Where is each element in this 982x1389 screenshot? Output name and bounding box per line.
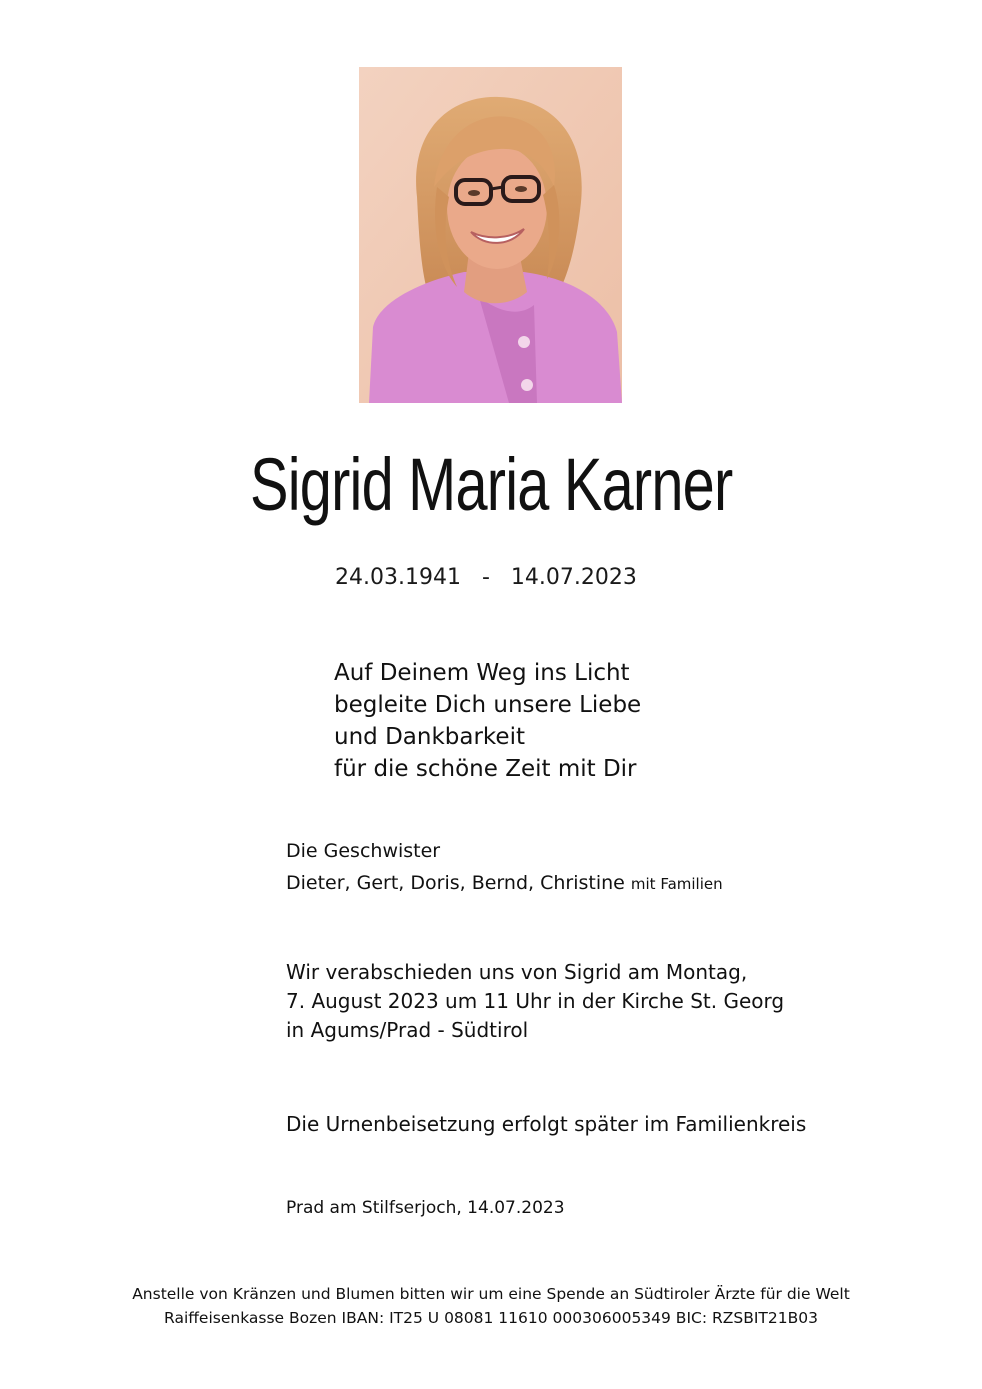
mourners-suffix: mit Familien [630, 875, 723, 893]
portrait-photo [359, 67, 622, 403]
verse-line: Auf Deinem Weg ins Licht [334, 660, 630, 686]
life-dates: 24.03.1941 - 14.07.2023 [335, 565, 637, 590]
place-date: Prad am Stilfserjoch, 14.07.2023 [286, 1198, 565, 1218]
urn-notice: Die Urnenbeisetzung erfolgt später im Familienkreis [286, 1112, 807, 1136]
funeral-line: 7. August 2023 um 11 Uhr in der Kirche St. Georg [286, 989, 785, 1013]
mourners-block [286, 835, 723, 900]
portrait-icon [359, 67, 622, 403]
mourners-names: Dieter, Gert, Doris, Bernd, Christine [286, 872, 625, 894]
memorial-verse [334, 657, 641, 785]
donation-line: Anstelle von Kränzen und Blumen bitten wir um eine Spende an Südtiroler Ärzte für die Welt [132, 1285, 850, 1303]
mourners-names-line [286, 867, 723, 900]
funeral-line: Wir verabschieden uns von Sigrid am Montag, [286, 960, 748, 984]
funeral-line: in Agums/Prad - Südtirol [286, 1018, 529, 1042]
verse-line: begleite Dich unsere Liebe [334, 692, 642, 718]
deceased-name [0, 440, 982, 530]
funeral-announcement [286, 958, 784, 1045]
verse-line: und Dankbarkeit [334, 724, 525, 750]
verse-line: für die schöne Zeit mit Dir [334, 756, 637, 782]
deceased-name-text: Sigrid Maria Karner [249, 443, 733, 526]
bank-details-line: Raiffeisenkasse Bozen IBAN: IT25 U 08081 11610 000306005349 BIC: RZSBIT21B03 [164, 1309, 818, 1327]
mourners-heading: Die Geschwister [286, 840, 441, 862]
donation-footer [0, 1282, 982, 1330]
